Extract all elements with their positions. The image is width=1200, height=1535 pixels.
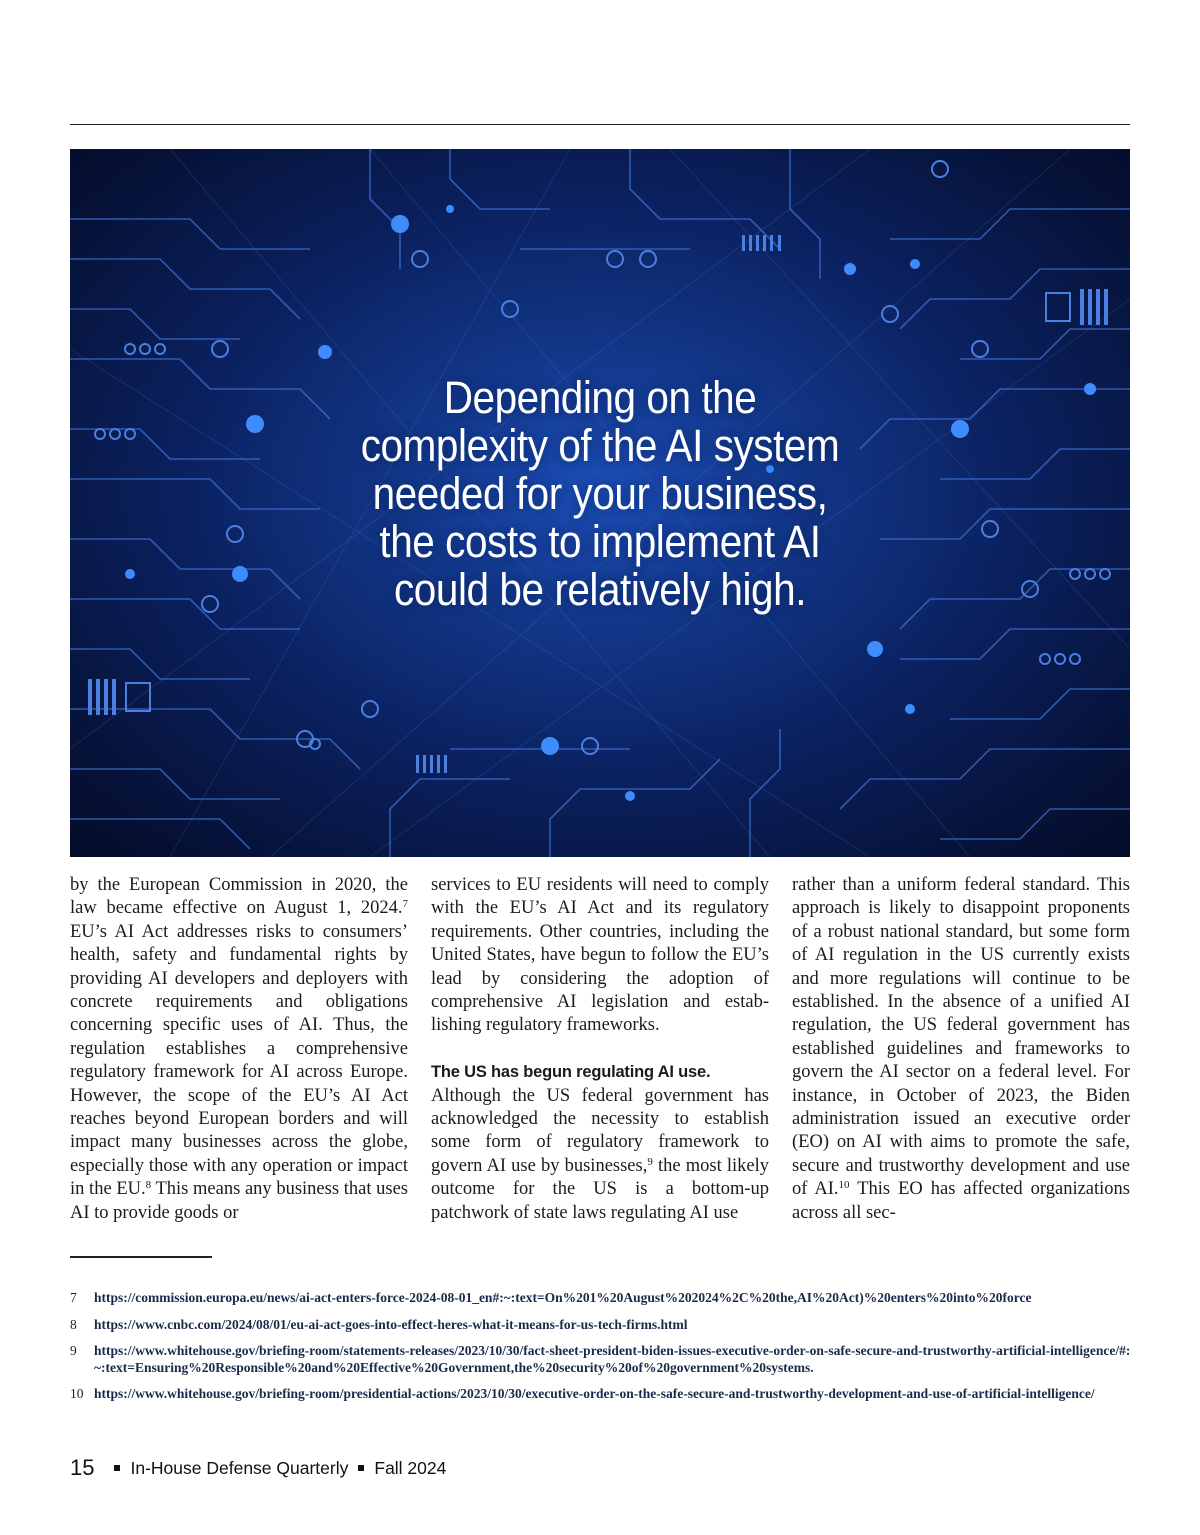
footnote-item (70, 1317, 1132, 1334)
text-run: This means any business that uses AI to provide goods or (70, 1179, 408, 1223)
spacer (431, 1038, 769, 1061)
footnote-ref-10[interactable]: 10 (838, 1179, 850, 1192)
text-run: by the European Commission in 2020, the law became effective on August 1, 2024. (70, 875, 408, 919)
footnote-ref-9[interactable]: 9 (647, 1155, 653, 1168)
bullet-separator-icon (358, 1465, 364, 1471)
text-run: Although the US federal government has acknowledged the necessity to establish some form of regulatory framework to govern AI use by businesses, (431, 1085, 769, 1176)
footnote-link[interactable]: https://commission.europa.eu/news/ai-act-enters-force-2024-08-01_en#:~:text=On%201%20August%202024%2C%20the,AI%20Act)%20enters%20into%20force (94, 1290, 1032, 1305)
text-run: This EO has affected organizations across all sec- (792, 1179, 1130, 1223)
footnote-number: 7 (70, 1290, 77, 1305)
bullet-separator-icon (114, 1465, 120, 1471)
column-3 (792, 874, 1130, 1225)
text-run: EU’s AI Act addresses risks to consumers’ health, safety and fundamental rights by providing AI developers and deployers with concrete requirements and obligations concerning specific uses of AI. Thus, the regulation establishes a comprehensive regulatory framework for AI across Europe. However, the scope of the EU’s AI Act reaches beyond European borders and will impact many businesses across the globe, especially those with any operation or impact in the EU. (70, 921, 408, 1200)
footnote-item (70, 1343, 1132, 1376)
footnote-item (70, 1386, 1132, 1403)
column-2 (431, 874, 769, 1225)
footnotes (70, 1290, 1132, 1413)
top-rule (70, 124, 1130, 125)
page-number: 15 (70, 1455, 95, 1480)
footnote-link[interactable]: https://www.whitehouse.gov/briefing-room/presidential-actions/2023/10/30/executive-order-on-the-safe-secure-and-trustworthy-development-and-use-of-artificial-intelligence/ (94, 1386, 1095, 1401)
footnote-link[interactable]: https://www.cnbc.com/2024/08/01/eu-ai-act-goes-into-effect-heres-what-it-means-for-us-tech-firms.html (94, 1316, 688, 1332)
text-run: the most likely outcome for the US is a bottom-up patchwork of state laws regulating AI use (431, 1155, 769, 1223)
footnote-divider (70, 1256, 212, 1258)
text-run: rather than a uniform federal standard. This approach is likely to disappoint proponents of a robust national standard, but some form of AI regulation in the US currently exists and more regulations will continue to be established. In the absence of a unified AI regulation, the US federal government has established guidelines and frameworks to govern the AI sector on a federal level. For instance, in October of 2023, the Biden administration issued an executive order (EO) on AI with aims to promote the safe, secure and trustworthy development and use of AI. (792, 875, 1130, 1200)
paragraph (431, 1085, 769, 1225)
footnote-ref-7[interactable]: 7 (402, 898, 408, 911)
footnote-number: 9 (70, 1343, 77, 1358)
footnote-item (70, 1290, 1132, 1307)
footnote-number: 8 (70, 1316, 77, 1332)
publication-name: In-House Defense Quarterly (130, 1457, 349, 1478)
paragraph (70, 874, 408, 1225)
hero-image-circuit-board (70, 149, 1130, 857)
paragraph (792, 874, 1130, 1225)
pull-quote: Depending on the complexity of the AI system needed for your business, the costs to implement AI could be relatively high. (360, 372, 840, 615)
footnote-number: 10 (70, 1386, 84, 1401)
column-1 (70, 874, 408, 1225)
footnote-link[interactable]: https://www.whitehouse.gov/briefing-room/statements-releases/2023/10/30/fact-sheet-president-biden-issues-executive-order-on-safe-secure-and-trustworthy-artificial-intelligence/#:~:text=Ensuring%20Responsible%20and%20Effective%20Government,the%20security%20of%20government%20systems. (94, 1343, 1131, 1375)
paragraph: services to EU residents will need to comply with the EU’s AI Act and its regulatory requirements. Other countries, including the United States, have begun to follow the EU’s lead by considering the adoption of comprehensive AI legislation and establishing regulatory frameworks. (431, 875, 769, 1036)
body-columns (70, 874, 1130, 1234)
page-footer (70, 1455, 446, 1481)
footnote-ref-8[interactable]: 8 (145, 1179, 152, 1192)
issue-label: Fall 2024 (374, 1457, 447, 1478)
section-subheading: The US has begun regulating AI use. (431, 1063, 711, 1082)
